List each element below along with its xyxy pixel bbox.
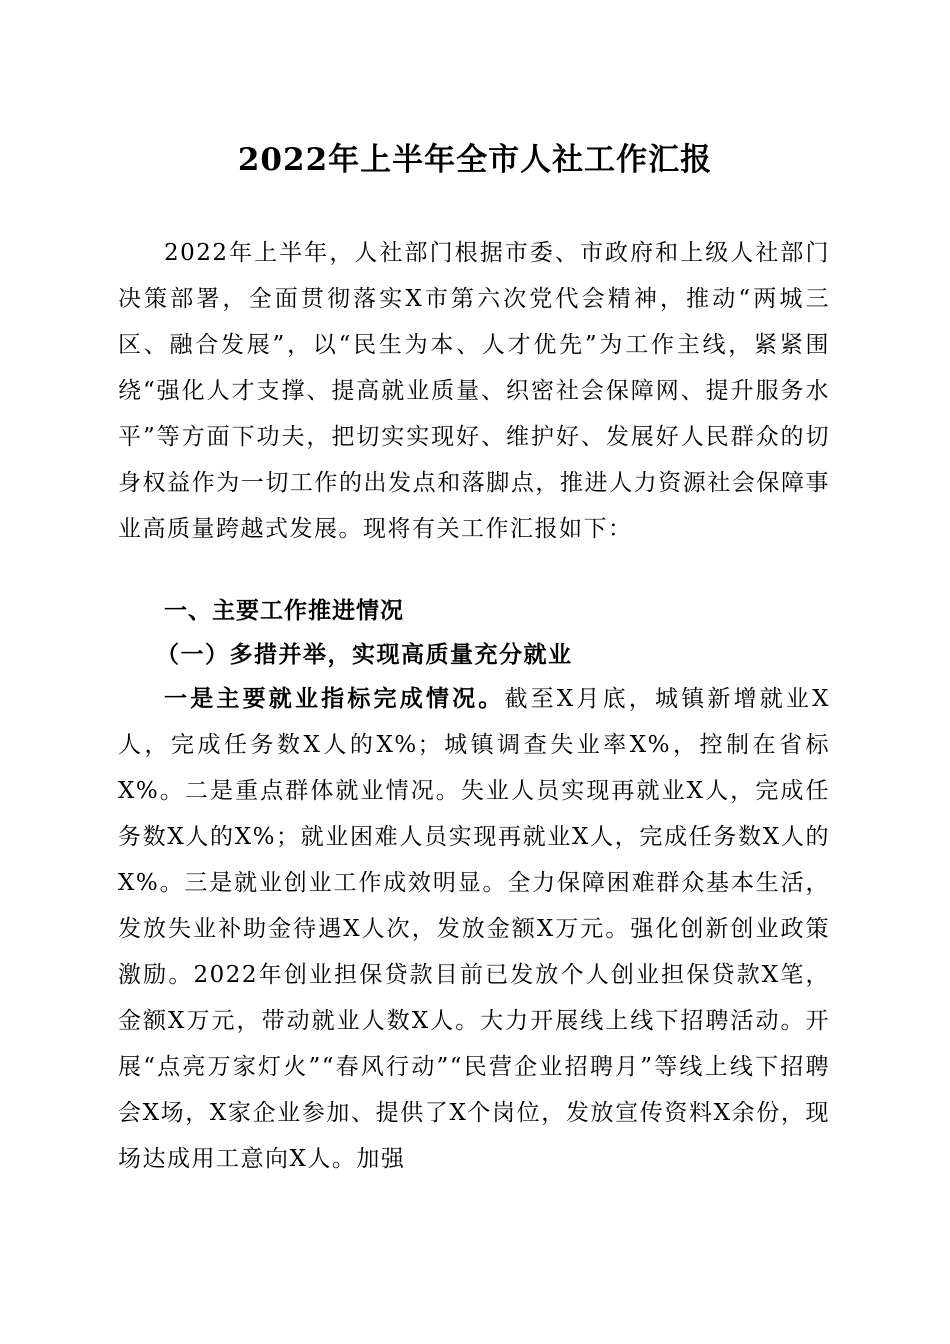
section-heading: 一、主要工作推进情况 [164,598,404,624]
paragraph-body: 截至X月底，城镇新增就业X人，完成任务数X人的X%；城镇调查失业率X%，控制在省标X%。二是重点群体就业情况。失业人员实现再就业X人，完成任务数X人的X%；就业困难人员实现再就业X人，完成任务数X人的X%。三是就业创业工作成效明显。全力保障困难群众基本生活，发放失业补助金待遇X人次，发放金额X万元。强化创新创业政策激励。2022年创业担保贷款目前已发放个人创业担保贷款X笔，金额X万元，带动就业人数X人。大力开展线上线下招聘活动。开展“点亮万家灯火”“春风行动”“民营企业招聘月”等线上线下招聘会X场，X家企业参加、提供了X个岗位，发放宣传资料X余份，现场达成用工意向X人。加强 [118,686,831,1172]
employment-paragraph [118,676,830,1182]
paragraph-lead: 一是主要就业指标完成情况。 [164,685,505,712]
intro-paragraph: 2022年上半年，人社部门根据市委、市政府和上级人社部门决策部署，全面贯彻落实X市第六次党代会精神，推动“两城三区、融合发展”，以“民生为本、人才优先”为工作主线，紧紧围绕“强化人才支撑、提高就业质量、织密社会保障网、提升服务水平”等方面下功夫，把切实实现好、维护好、发展好人民群众的切身权益作为一切工作的出发点和落脚点，推进人力资源社会保障事业高质量跨越式发展。现将有关工作汇报如下： [118,240,830,542]
document-title: 2022年上半年全市人社工作汇报 [237,142,713,178]
subsection-heading: （一）多措并举，实现高质量充分就业 [156,641,573,668]
